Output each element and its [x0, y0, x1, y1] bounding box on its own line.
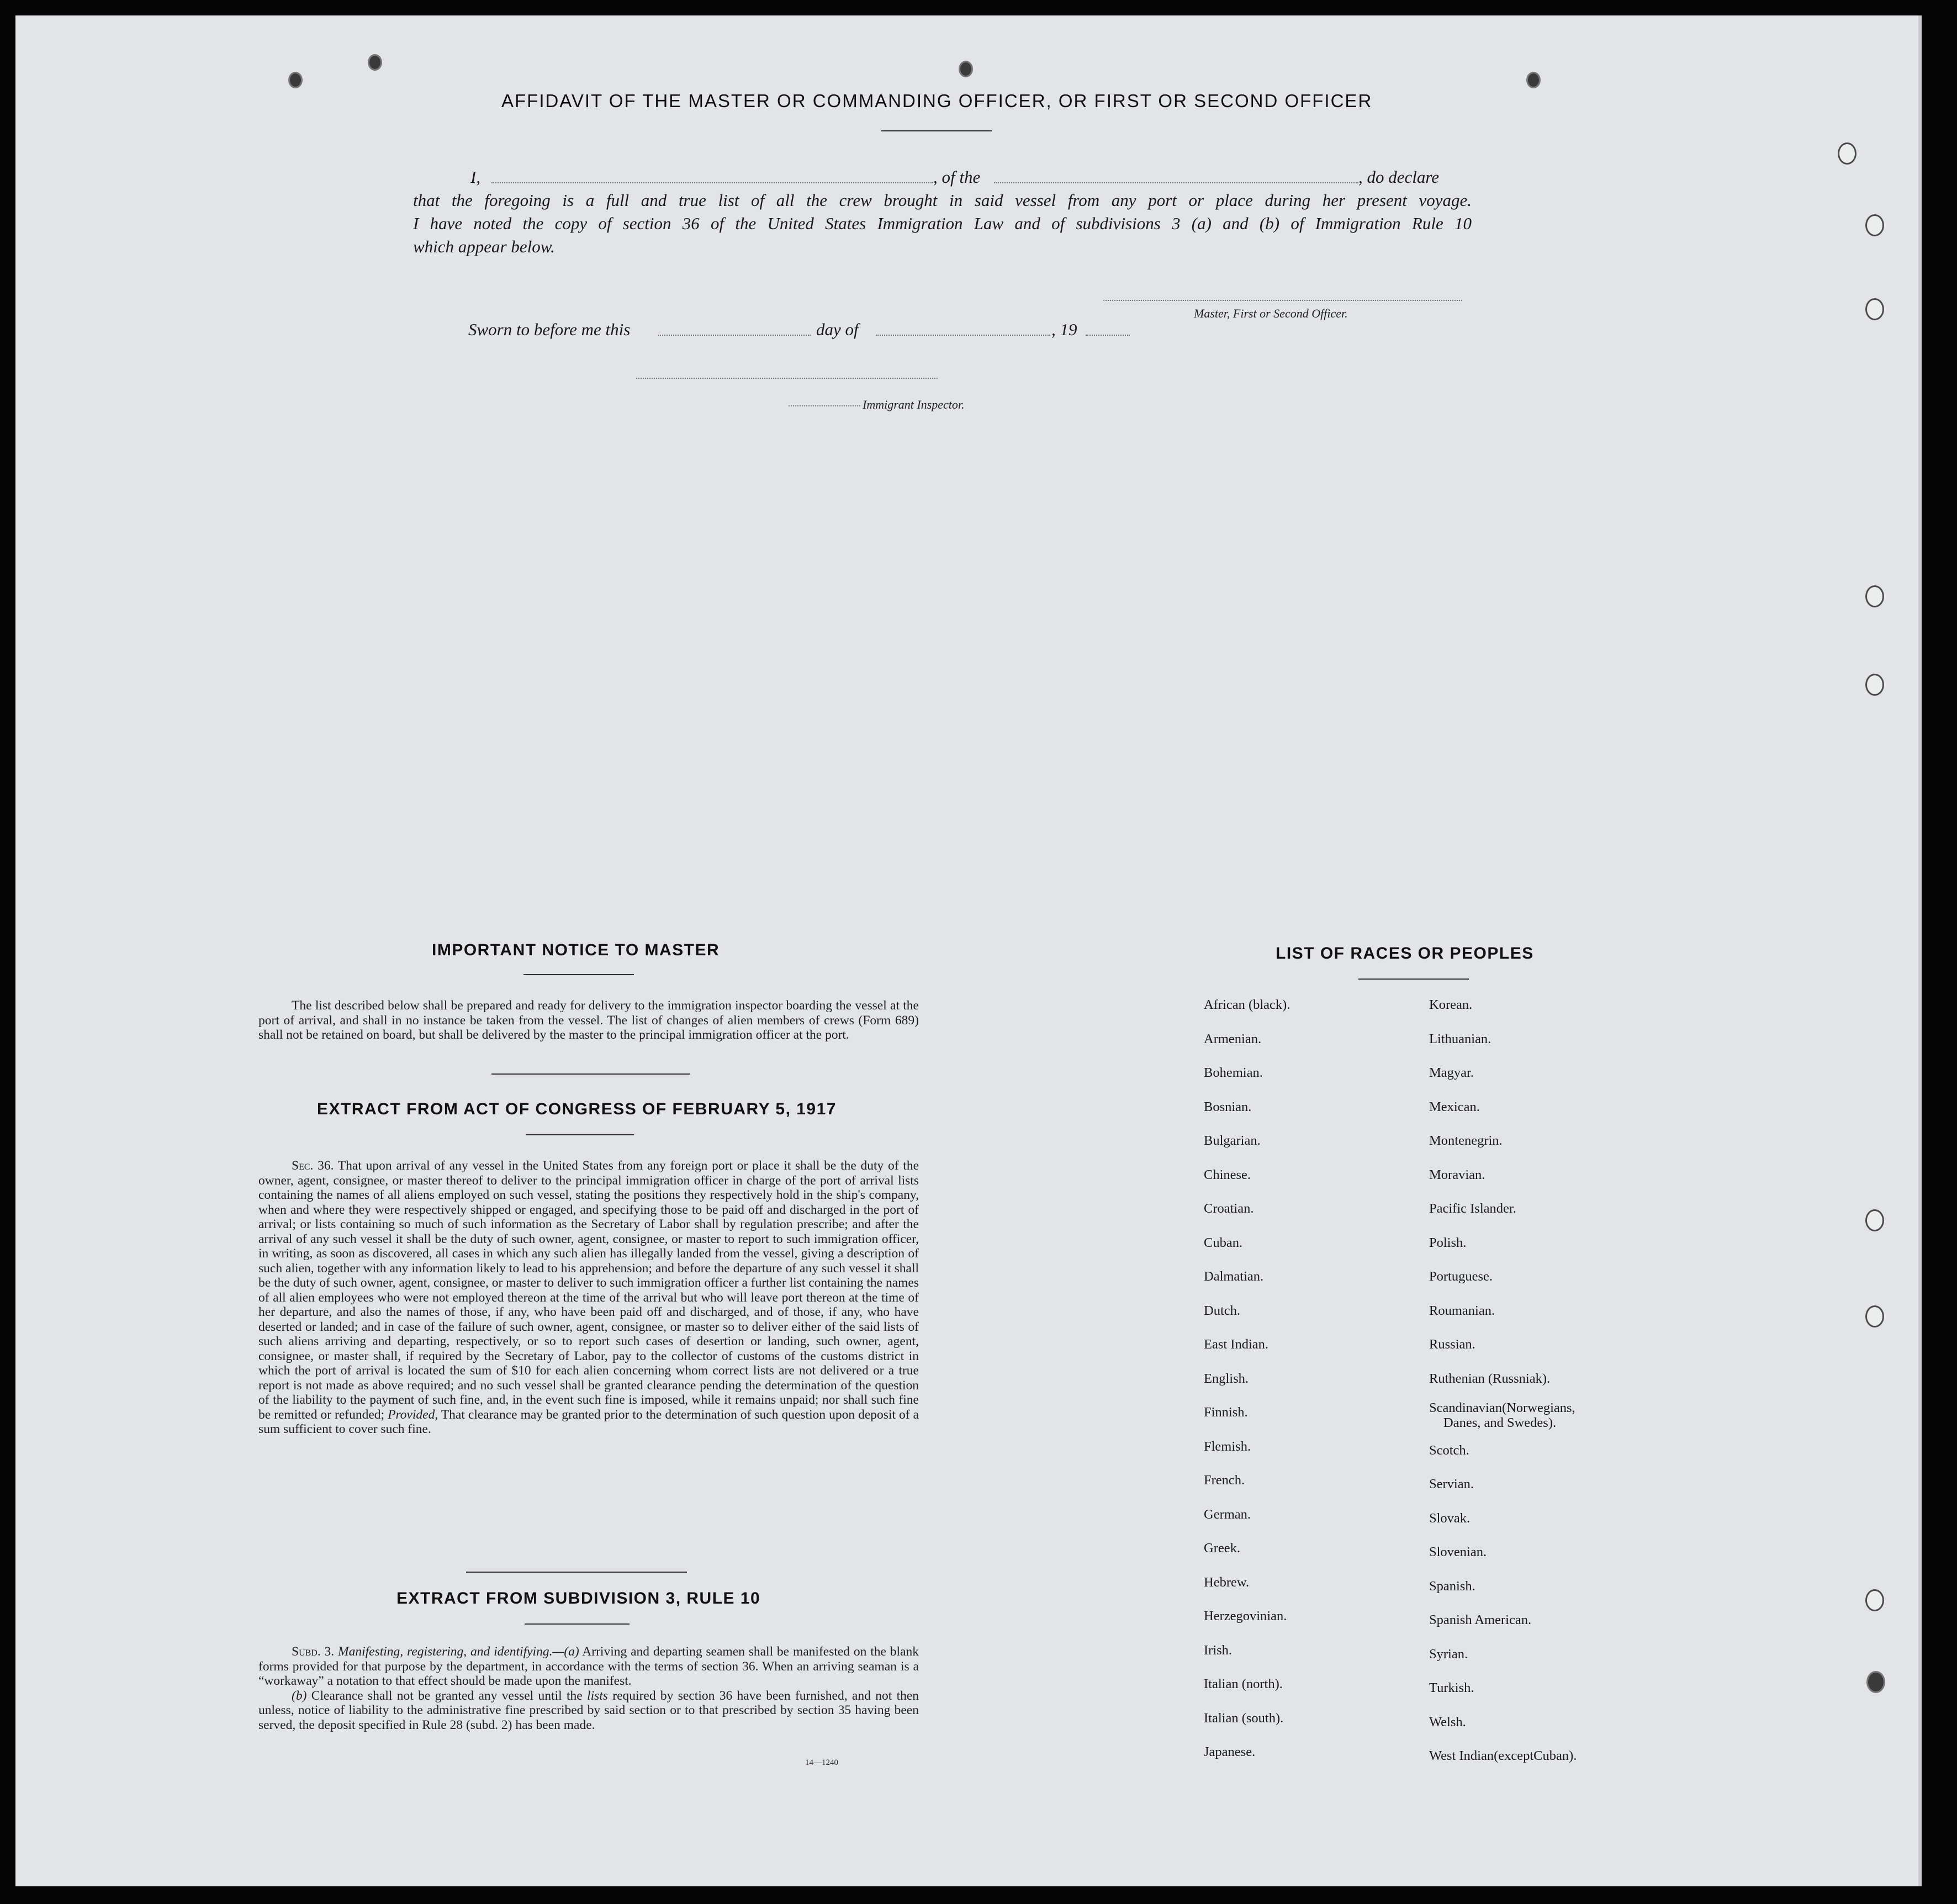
month-blank [876, 335, 1050, 336]
divider [881, 130, 992, 131]
race-item-continued: Danes, and Swedes). [1443, 1415, 1557, 1430]
name-blank [491, 182, 933, 183]
extract-rule-heading: EXTRACT FROM SUBDIVISION 3, RULE 10 [396, 1589, 761, 1607]
binder-ring [1865, 214, 1884, 236]
form-number: 14—1240 [805, 1758, 838, 1767]
affidavit-line-3: I have noted the copy of section 36 of the United States Immigration Law and of subdivisions 3 (a) and (b) of Immigration Rule 10 [413, 214, 1472, 233]
punch-hole [1866, 1671, 1885, 1693]
binder-ring [1865, 1589, 1884, 1611]
race-item: Portuguese. [1429, 1269, 1493, 1284]
race-item: Korean. [1429, 997, 1473, 1012]
race-item: Bosnian. [1204, 1099, 1252, 1114]
race-item: Roumanian. [1429, 1303, 1495, 1318]
affidavit-i: I, [470, 167, 481, 187]
race-item: Dalmatian. [1204, 1269, 1264, 1284]
race-item: Turkish. [1429, 1680, 1474, 1695]
affidavit-of-the: , of the [933, 167, 981, 187]
race-item: Bohemian. [1204, 1065, 1263, 1080]
races-heading: LIST OF RACES OR PEOPLES [1276, 944, 1534, 962]
punch-hole [1526, 72, 1541, 88]
race-item: Cuban. [1204, 1235, 1243, 1250]
race-item: Flemish. [1204, 1439, 1251, 1454]
race-item: Italian (north). [1204, 1676, 1283, 1691]
divider [1358, 979, 1469, 980]
divider [466, 1572, 687, 1573]
race-item: Mexican. [1429, 1099, 1480, 1114]
race-item: Ruthenian (Russniak). [1429, 1371, 1551, 1386]
divider [523, 974, 634, 975]
sworn-text: Sworn to before me this [468, 320, 631, 339]
punch-hole [368, 54, 382, 71]
binder-ring [1865, 298, 1884, 320]
race-item: Scandinavian(Norwegians, [1429, 1400, 1575, 1415]
race-item: Welsh. [1429, 1715, 1466, 1730]
affidavit-line-2: that the foregoing is a full and true list of all the crew brought in said vessel from any port or place during her present voyage. [413, 191, 1472, 210]
race-item: English. [1204, 1371, 1249, 1386]
race-item: Servian. [1429, 1477, 1474, 1492]
binder-ring [1865, 674, 1884, 696]
binder-ring [1865, 1209, 1884, 1231]
race-item: Syrian. [1429, 1647, 1468, 1662]
binder-ring [1865, 1305, 1884, 1327]
year-text: , 19 [1051, 320, 1077, 339]
race-item: African (black). [1204, 997, 1290, 1012]
race-item: Irish. [1204, 1643, 1233, 1658]
race-item: Moravian. [1429, 1167, 1485, 1182]
race-item: West Indian(exceptCuban). [1429, 1748, 1577, 1763]
race-item: French. [1204, 1473, 1245, 1488]
race-item: Hebrew. [1204, 1575, 1250, 1590]
race-item: East Indian. [1204, 1337, 1269, 1352]
inspector-signature-blank [636, 378, 938, 379]
race-item: Spanish American. [1429, 1612, 1532, 1627]
day-of-text: day of [816, 320, 859, 339]
race-item: Lithuanian. [1429, 1032, 1491, 1046]
race-item: Slovak. [1429, 1511, 1471, 1526]
master-signature-blank [1103, 300, 1462, 301]
race-item: Russian. [1429, 1337, 1475, 1352]
race-item: Polish. [1429, 1235, 1467, 1250]
race-item: Italian (south). [1204, 1711, 1284, 1726]
divider [491, 1073, 690, 1075]
punch-hole [959, 61, 973, 77]
rule-10-text: Subd. 3. Manifesting, registering, and identifying.—(a) Arriving and departing seamen shall be manifested on the blank forms provided for that purpose by the department, in accordance with the terms of section 36. When an arriving seaman is a “workaway” a notation to that effect should be made upon the manifest. (b) Clearance shall not be granted any vessel until the lists required by section 36 have been furnished, and not then unless, notice of liability to the administrative fine prescribed by said section or to that prescribed by section 35 having been served, the deposit specified in Rule 28 (subd. 2) has been made. [258, 1644, 919, 1732]
inspector-dots [789, 405, 860, 406]
year-blank [1086, 335, 1130, 336]
affidavit-line-4: which appear below. [413, 237, 555, 256]
section-36-text: Sec. 36. That upon arrival of any vessel in the United States from any foreign port or place it shall be the duty of the owner, agent, consignee, or master thereof to deliver to the principal immigration officer in charge of the port of arrival lists containing the names of all aliens employed on such vessel, stating the positions they respectively hold in the ship's company, when and where they were respectively shipped or engaged, and specifying those to be paid off and discharged in the port of arrival; or lists containing so much of such information as the Secretary of Labor shall by regulation prescribe; and after the arrival of any such vessel it shall be the duty of such owner, agent, consignee, or master to report to such immigration officer, in writing, as soon as discovered, all cases in which any such alien has illegally landed from the vessel, giving a description of such alien, together with any information likely to lead to his apprehension; and before the departure of any such vessel it shall be the duty of such owner, agent, consignee, or master to deliver to such immigration officer a further list containing the names of all alien employees who were not employed thereon at the time of the arrival but who will leave port thereon at the time of her departure, and also the names of those, if any, who have been paid off and discharged, and of those, if any, who have deserted or landed; and in case of the failure of such owner, agent, consignee, or master so to deliver either of the said lists of such aliens arriving and departing, respectively, or so to report such cases of desertion or landing, such owner, agent, consignee, or master shall, if required by the Secretary of Labor, pay to the collector of customs of the customs district in which the port of arrival is located the sum of $10 for each alien concerning whom correct lists are not delivered or a true report is not made as above required; and no such vessel shall be granted clearance pending the determination of the question of the liability to the payment of such fine, and, in the event such fine is imposed, while it remains unpaid; nor shall such fine be remitted or refunded; Provided, That clearance may be granted prior to the determination of such question upon deposit of a sum sufficient to cover such fine. [258, 1159, 919, 1436]
affidavit-title: AFFIDAVIT OF THE MASTER OR COMMANDING OFFICER, OR FIRST OR SECOND OFFICER [501, 91, 1373, 111]
binder-ring [1838, 142, 1856, 165]
vessel-blank [994, 182, 1358, 183]
affidavit-declare: , do declare [1358, 167, 1440, 187]
race-item: Spanish. [1429, 1579, 1475, 1594]
divider [526, 1134, 634, 1135]
race-item: Japanese. [1204, 1744, 1256, 1759]
notice-heading: IMPORTANT NOTICE TO MASTER [432, 941, 720, 959]
divider [525, 1623, 630, 1625]
document-page [15, 15, 1922, 1886]
binder-ring [1865, 585, 1884, 607]
race-item: Greek. [1204, 1541, 1240, 1556]
punch-hole [288, 72, 303, 88]
race-item: Herzegovinian. [1204, 1609, 1287, 1623]
day-blank [658, 335, 811, 336]
inspector-caption: Immigrant Inspector. [863, 398, 965, 411]
extract-act-heading: EXTRACT FROM ACT OF CONGRESS OF FEBRUARY 5, 1917 [317, 1100, 837, 1118]
notice-text: The list described below shall be prepared and ready for delivery to the immigration inspector boarding the vessel at the port of arrival, and shall in no instance be taken from the vessel. The list of changes of alien members of crews (Form 689) shall not be retained on board, but shall be delivered by the master to the principal immigration officer at the port. [258, 998, 919, 1042]
race-item: Pacific Islander. [1429, 1201, 1516, 1216]
race-item: Chinese. [1204, 1167, 1251, 1182]
race-item: Croatian. [1204, 1201, 1254, 1216]
race-item: Magyar. [1429, 1065, 1474, 1080]
race-item: Scotch. [1429, 1443, 1469, 1458]
master-caption: Master, First or Second Officer. [1194, 306, 1348, 320]
race-item: Dutch. [1204, 1303, 1240, 1318]
race-item: Finnish. [1204, 1405, 1248, 1420]
race-item: Armenian. [1204, 1032, 1262, 1046]
race-item: Bulgarian. [1204, 1133, 1261, 1148]
race-item: Slovenian. [1429, 1545, 1487, 1559]
race-item: Montenegrin. [1429, 1133, 1503, 1148]
race-item: German. [1204, 1507, 1251, 1522]
